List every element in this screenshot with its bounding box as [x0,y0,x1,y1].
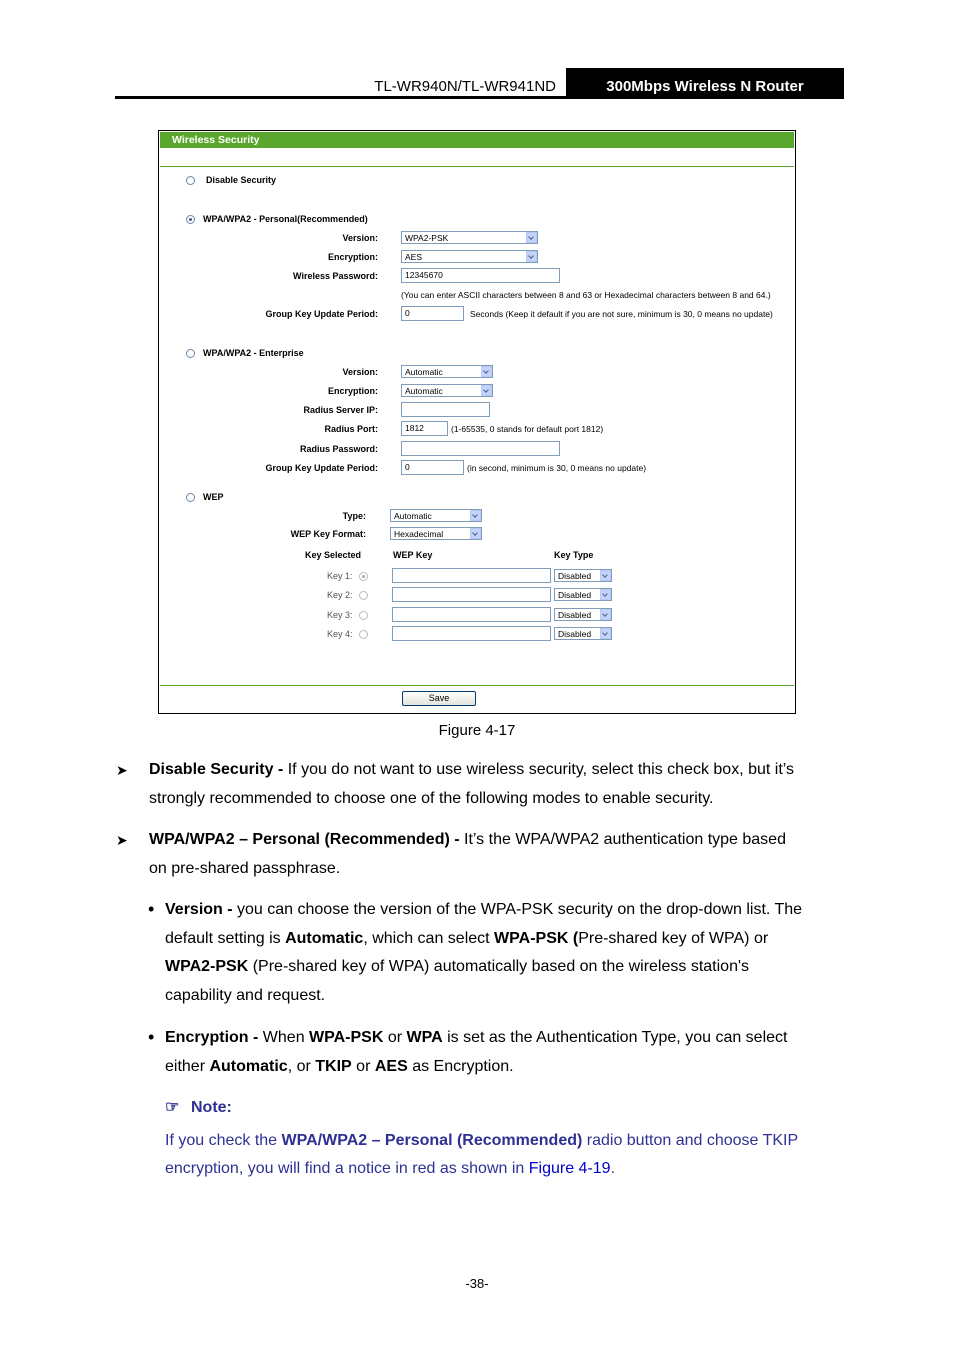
wep-key-2-label: Key 2: [327,590,353,600]
dot-bullet-icon: • [148,1027,155,1047]
wpa-enterprise-version-label: Version: [342,367,378,377]
chevron-down-icon [470,510,481,521]
wireless-password-label: Wireless Password: [293,271,378,281]
wpa-enterprise-group-key-input[interactable]: 0 [401,460,464,475]
wireless-password-hint: (You can enter ASCII characters between 8 and 63 or Hexadecimal characters between 8 and 64.) [401,290,771,300]
wpa-enterprise-encryption-label: Encryption: [327,386,378,396]
figure-4-19-link[interactable]: Figure 4-19 [528,1160,611,1177]
wpa-personal-radio[interactable] [186,215,195,224]
arrow-bullet-icon: ➤ [116,762,128,778]
wpa-personal-encryption-select[interactable]: AES [401,250,538,263]
wep-key-4-type-select[interactable]: Disabled [554,627,612,640]
figure-caption: Figure 4-17 [438,722,516,739]
wep-key-format-select[interactable]: Hexadecimal [390,527,482,540]
figure-divider-bottom [160,685,794,686]
wpa-personal-group-key-input[interactable]: 0 [401,306,464,321]
radius-port-hint: (1-65535, 0 stands for default port 1812) [451,424,604,434]
chevron-down-icon [526,232,537,243]
wep-key-1-label: Key 1: [327,571,353,581]
disable-security-paragraph: Disable Security - If you do not want to use wireless security, select this check box, but it’s strongly recommended to choose one of the following modes to enable security. [149,761,795,807]
chevron-down-icon [481,366,492,377]
encryption-paragraph: Encryption - When WPA-PSK or WPA is set as the Authentication Type, you can select either Automatic, or TKIP or AES as Encryption. [165,1029,788,1075]
wep-key-2-type-select[interactable]: Disabled [554,588,612,601]
wpa-enterprise-version-select[interactable]: Automatic [401,365,493,378]
radius-port-label: Radius Port: [324,424,378,434]
wpa-personal-paragraph: WPA/WPA2 – Personal (Recommended) - It’s the WPA/WPA2 authentication type based on pre-shared passphrase. [149,831,786,877]
wep-label: WEP [203,492,224,502]
wpa-personal-version-select[interactable]: WPA2-PSK [401,231,538,244]
wep-key-3-input[interactable] [392,607,551,622]
wireless-security-figure [158,130,796,714]
wep-type-label: Type: [342,511,366,521]
wpa-personal-encryption-label: Encryption: [327,252,378,262]
wep-key-1-radio[interactable] [359,572,368,581]
chevron-down-icon [526,251,537,262]
radius-server-ip-input[interactable] [401,402,490,417]
wep-key-4-radio[interactable] [359,630,368,639]
chevron-down-icon [600,628,611,639]
wpa-enterprise-radio[interactable] [186,349,195,358]
note-block: ☞ Note: If you check the WPA/WPA2 – Personal (Recommended) radio button and choose TKIP encryption, you will find a notice in red as shown in Figure 4-19. [165,1094,839,1184]
wpa-enterprise-encryption-select[interactable]: Automatic [401,384,493,397]
wpa-enterprise-group-key-label: Group Key Update Period: [265,463,378,473]
wireless-password-input[interactable]: 12345670 [401,268,560,283]
page-number: -38- [465,1276,489,1291]
wep-key-3-label: Key 3: [327,610,353,620]
version-paragraph: Version - you can choose the version of the WPA-PSK security on the drop-down list. The default setting is Automatic, which can select WPA-PSK (Pre-shared key of WPA) or WPA2-PSK (Pre-shared key of WPA) automatically based on the wireless station's capability and request. [165,901,803,1004]
wep-key-2-radio[interactable] [359,591,368,600]
wep-key-format-label: WEP Key Format: [290,529,366,539]
wep-type-select[interactable]: Automatic [390,509,482,522]
wep-key-3-type-select[interactable]: Disabled [554,608,612,621]
chevron-down-icon [600,589,611,600]
wep-radio[interactable] [186,493,195,502]
save-button[interactable]: Save [402,691,476,706]
wep-key-2-input[interactable] [392,587,551,602]
figure-title-bar: Wireless Security [160,132,794,148]
wep-key-1-input[interactable] [392,568,551,583]
wpa-personal-group-key-hint: Seconds (Keep it default if you are not sure, minimum is 30, 0 means no update) [470,309,773,319]
chevron-down-icon [470,528,481,539]
radius-password-input[interactable] [401,441,560,456]
wep-key-1-type-select[interactable]: Disabled [554,569,612,582]
header-rule [115,96,566,99]
dot-bullet-icon: • [148,899,155,919]
arrow-bullet-icon: ➤ [116,832,128,848]
header-model: TL-WR940N/TL-WR941ND [374,78,556,95]
wep-key-3-radio[interactable] [359,611,368,620]
wpa-enterprise-group-key-hint: (in second, minimum is 30, 0 means no update) [467,463,647,473]
chevron-down-icon [481,385,492,396]
radius-server-ip-label: Radius Server IP: [303,405,378,415]
wpa-enterprise-label: WPA/WPA2 - Enterprise [203,348,304,358]
wep-col-wep-key: WEP Key [393,550,433,560]
wpa-personal-label: WPA/WPA2 - Personal(Recommended) [203,214,368,224]
radius-port-input[interactable]: 1812 [401,421,448,436]
radius-password-label: Radius Password: [299,444,378,454]
figure-divider-top [160,166,794,167]
chevron-down-icon [600,609,611,620]
wep-col-key-selected: Key Selected [305,550,362,560]
wep-key-4-label: Key 4: [327,629,353,639]
disable-security-label: Disable Security [206,175,277,185]
chevron-down-icon [600,570,611,581]
wpa-personal-group-key-label: Group Key Update Period: [265,309,378,319]
header-product: 300Mbps Wireless N Router [566,68,844,99]
wep-key-4-input[interactable] [392,626,551,641]
disable-security-radio[interactable] [186,176,195,185]
wpa-personal-version-label: Version: [342,233,378,243]
wep-col-key-type: Key Type [554,550,594,560]
pointing-hand-icon: ☞ [165,1099,180,1116]
